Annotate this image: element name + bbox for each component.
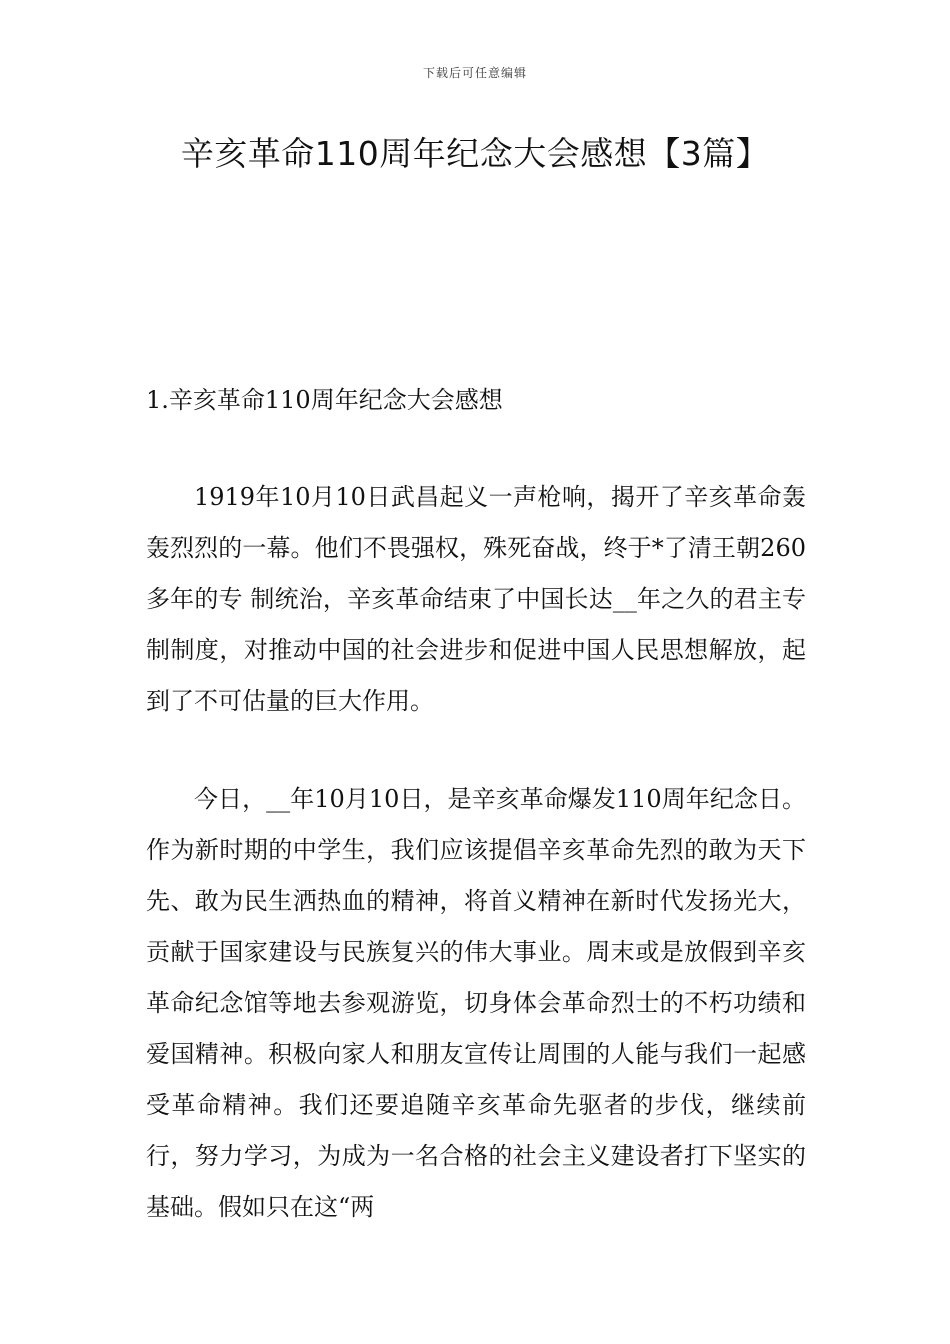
body-paragraph-1: 1919年10月10日武昌起义一声枪响，揭开了辛亥革命轰轰烈烈的一幕。他们不畏强权，殊死奋战，终于*了清王朝260多年的专 制统治，辛亥革命结束了中国长达__年之久的君主专 制制度，对推动中国的社会进步和促进中国人民思想解放，起到了不可估量的巨大作用。	[146, 483, 806, 715]
document-title: 辛亥革命110周年纪念大会感想【3篇】	[180, 134, 770, 173]
body-paragraph-2: 今日，__年10月10日，是辛亥革命爆发110周年纪念日。作为新时期的中学生，我们应该提倡辛亥革命先烈的敢为天下先、敢为民生洒热血的精神，将首义精神在新时代发扬光大，贡献于国家建设与民族复兴的伟大事业。周末或是放假到辛亥革命纪念馆等地去参观游览，切身体会革命烈士的不朽功绩和爱国精神。积极向家人和朋友宣传让周围的人能与我们一起感受革命精神。我们还要追随辛亥革命先驱者的步伐，继续前行，努力学习，为成为一名合格的社会主义建设者打下坚实的基础。假如只在这“两	[146, 785, 806, 1221]
header-note: 下载后可任意编辑	[422, 66, 527, 80]
section-heading: 1.辛亥革命110周年纪念大会感想	[146, 386, 503, 414]
